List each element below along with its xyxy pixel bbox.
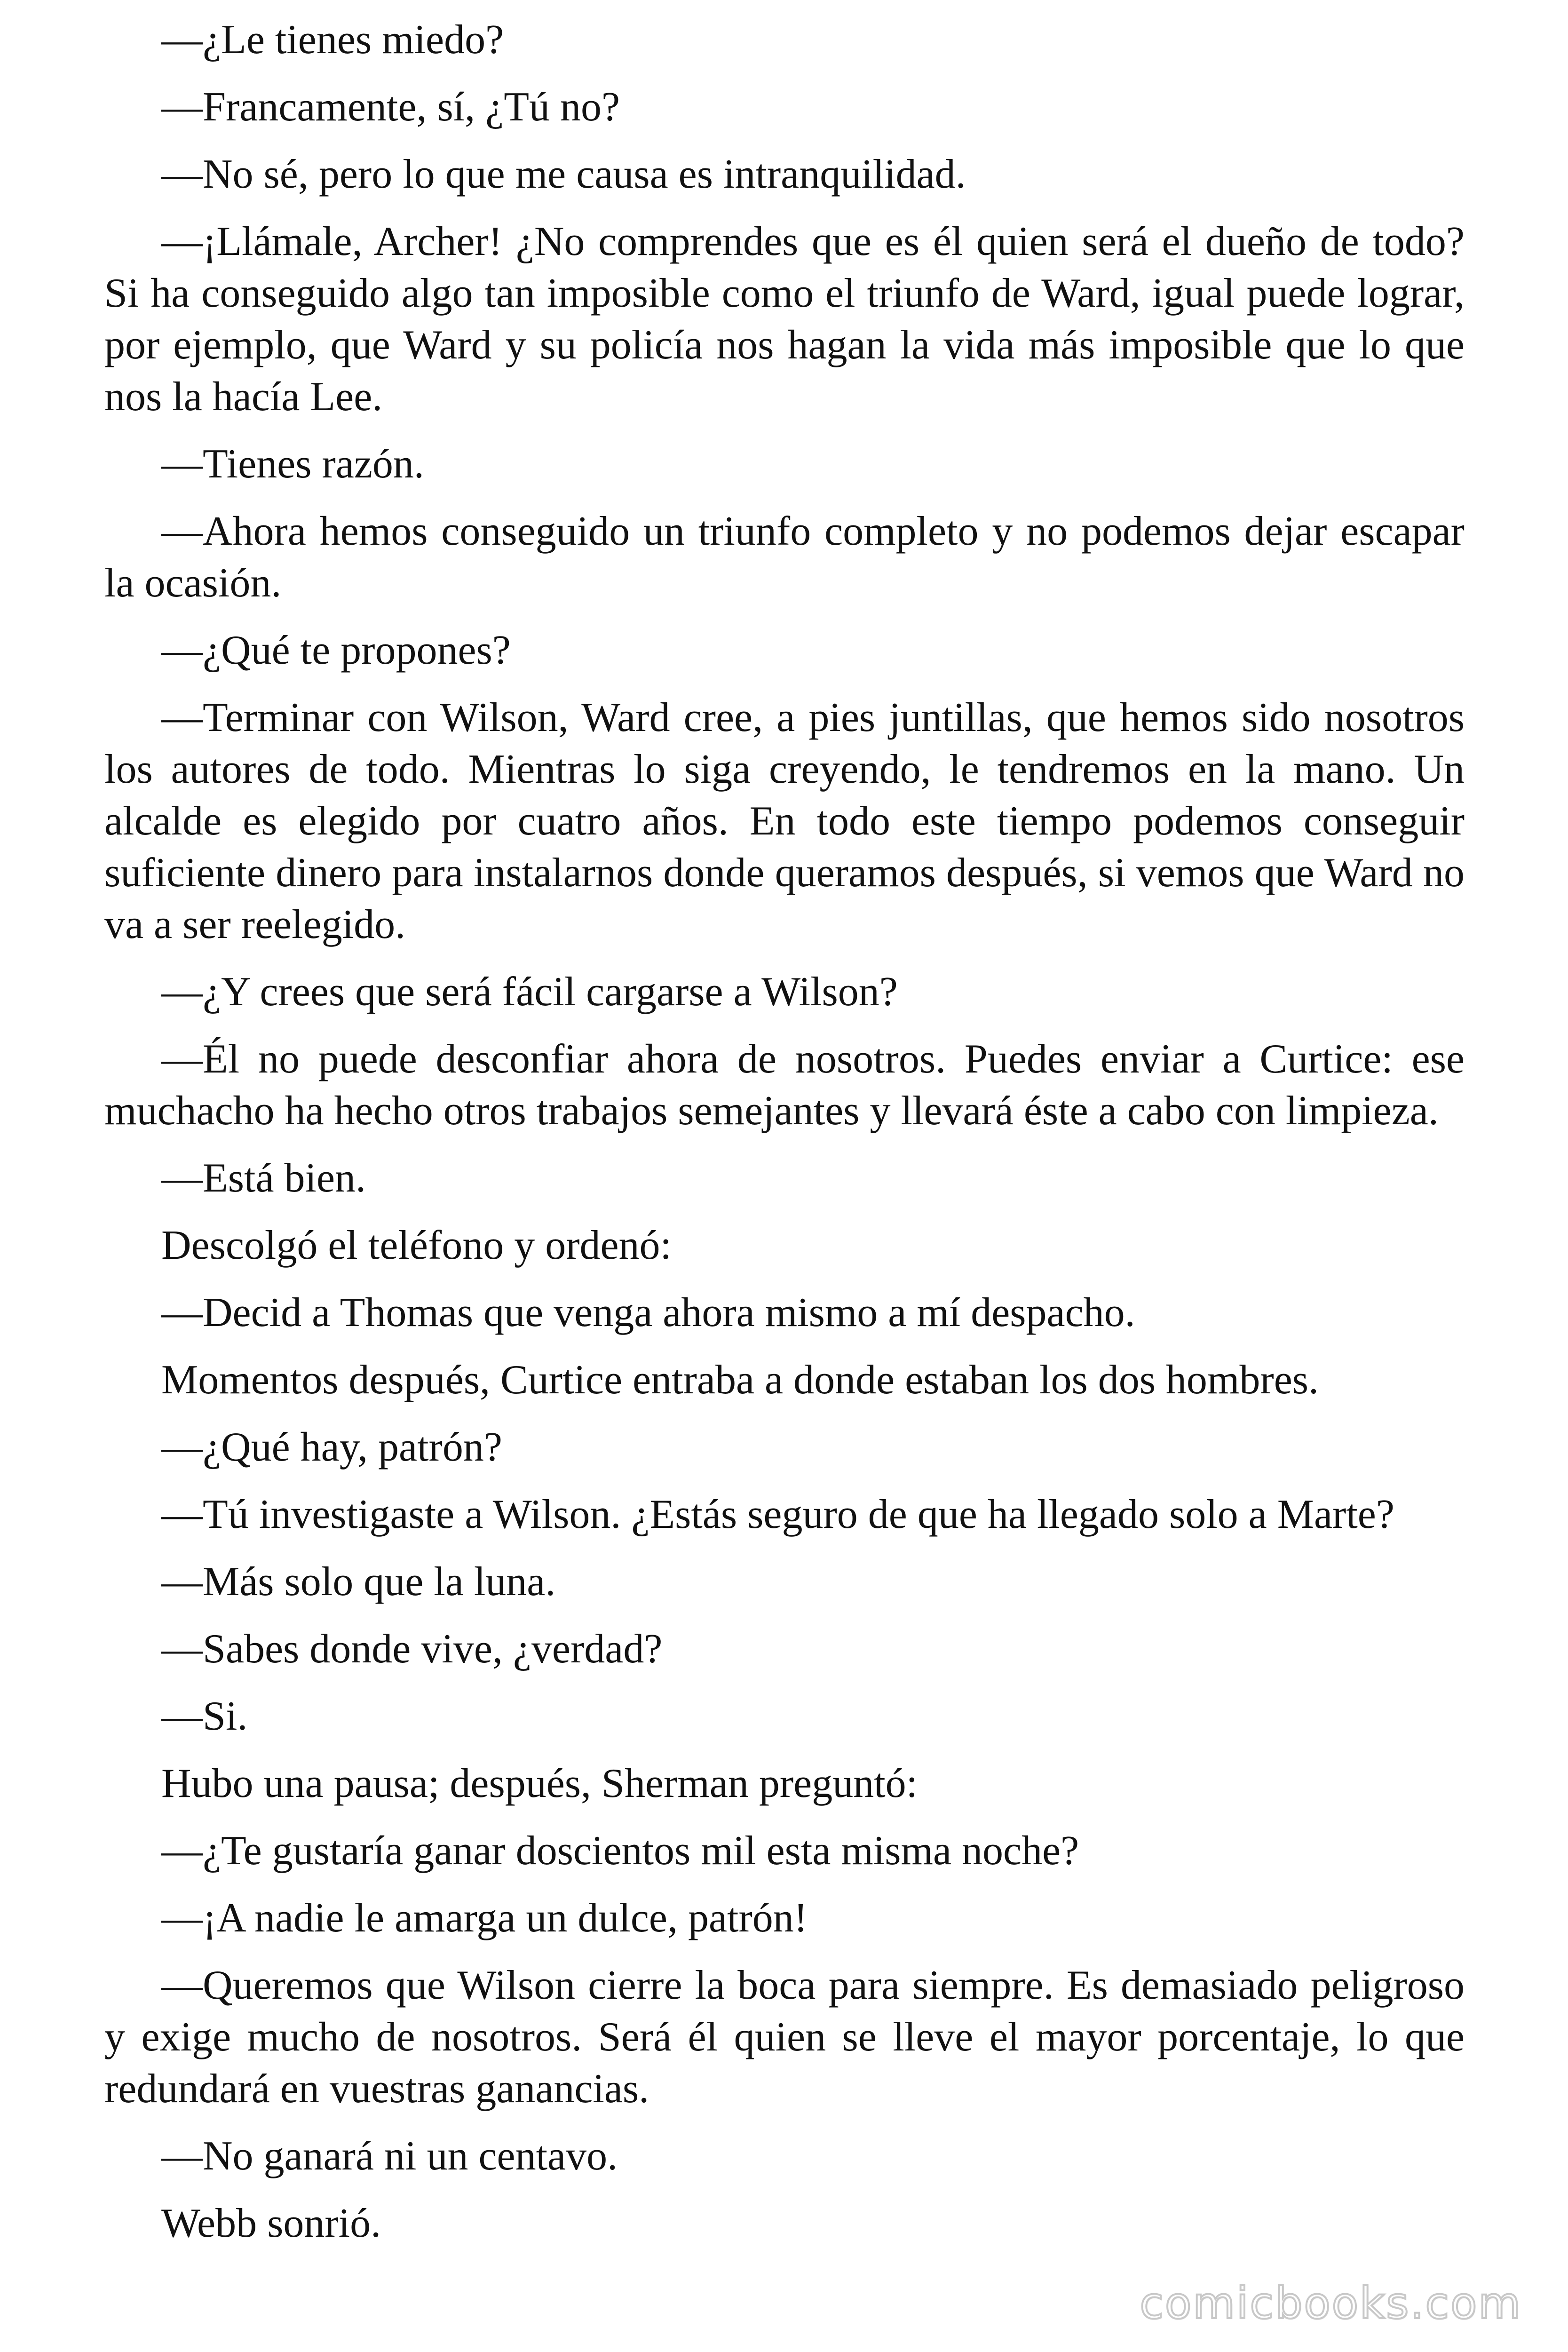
paragraph: —¿Y crees que será fácil cargarse a Wilson?: [161, 969, 898, 1015]
paragraph: —No ganará ni un centavo.: [161, 2133, 618, 2179]
paragraph: —Tú investigaste a Wilson. ¿Estás seguro de que ha llegado solo a Marte?: [161, 1492, 1394, 1537]
paragraph: —Tienes razón.: [161, 441, 424, 487]
paragraph: —¿Qué te propones?: [161, 628, 511, 673]
paragraph: Webb sonrió.: [161, 2201, 381, 2246]
paragraph: —¿Te gustaría ganar doscientos mil esta misma noche?: [161, 1828, 1079, 1874]
paragraph: Momentos después, Curtice entraba a donde estaban los dos hombres.: [161, 1357, 1319, 1403]
paragraph: —¿Le tienes miedo?: [161, 17, 504, 63]
paragraph: —Él no puede desconfiar ahora de nosotros. Puedes enviar a Curtice: ese muchacho ha hecho otros trabajos semejantes y llevará éste a cabo con limpieza.: [104, 1036, 1465, 1134]
paragraph: —Francamente, sí, ¿Tú no?: [161, 84, 620, 130]
paragraph: —Está bien.: [161, 1155, 366, 1201]
page-text: [104, 14, 1465, 2265]
paragraph: —¡Llámale, Archer! ¿No comprendes que es él quien será el dueño de todo? Si ha conseguido algo tan imposible como el triunfo de Ward, igual puede lograr, por ejemplo, que Ward y su policía nos hagan la vida más imposible que lo que nos la hacía Lee.: [104, 219, 1465, 420]
paragraph: Descolgó el teléfono y ordenó:: [161, 1223, 672, 1268]
paragraph: —Ahora hemos conseguido un triunfo completo y no podemos dejar escapar la ocasión.: [104, 509, 1465, 606]
paragraph: —¿Qué hay, patrón?: [161, 1424, 502, 1470]
paragraph: —Decid a Thomas que venga ahora mismo a mí despacho.: [161, 1290, 1135, 1335]
paragraph: Hubo una pausa; después, Sherman preguntó:: [161, 1761, 918, 1806]
paragraph: —Sabes donde vive, ¿verdad?: [161, 1626, 663, 1672]
paragraph: —Queremos que Wilson cierre la boca para siempre. Es demasiado peligroso y exige mucho de nosotros. Será él quien se lleve el mayor porcentaje, lo que redundará en vuestras ganancias.: [104, 1963, 1465, 2112]
paragraph: —No sé, pero lo que me causa es intranquilidad.: [161, 151, 966, 197]
paragraph: —Si.: [161, 1693, 248, 1739]
paragraph: —¡A nadie le amarga un dulce, patrón!: [161, 1895, 808, 1941]
watermark: comicbooks.com: [1140, 2278, 1522, 2328]
paragraph: —Más solo que la luna.: [161, 1559, 556, 1605]
paragraph: —Terminar con Wilson, Ward cree, a pies juntillas, que hemos sido nosotros los autores de todo. Mientras lo siga creyendo, le tendremos en la mano. Un alcalde es elegido por cuatro años. En todo este tiempo podemos conseguir suficiente dinero para instalarnos donde queramos después, si vemos que Ward no va a ser reelegido.: [104, 695, 1465, 947]
